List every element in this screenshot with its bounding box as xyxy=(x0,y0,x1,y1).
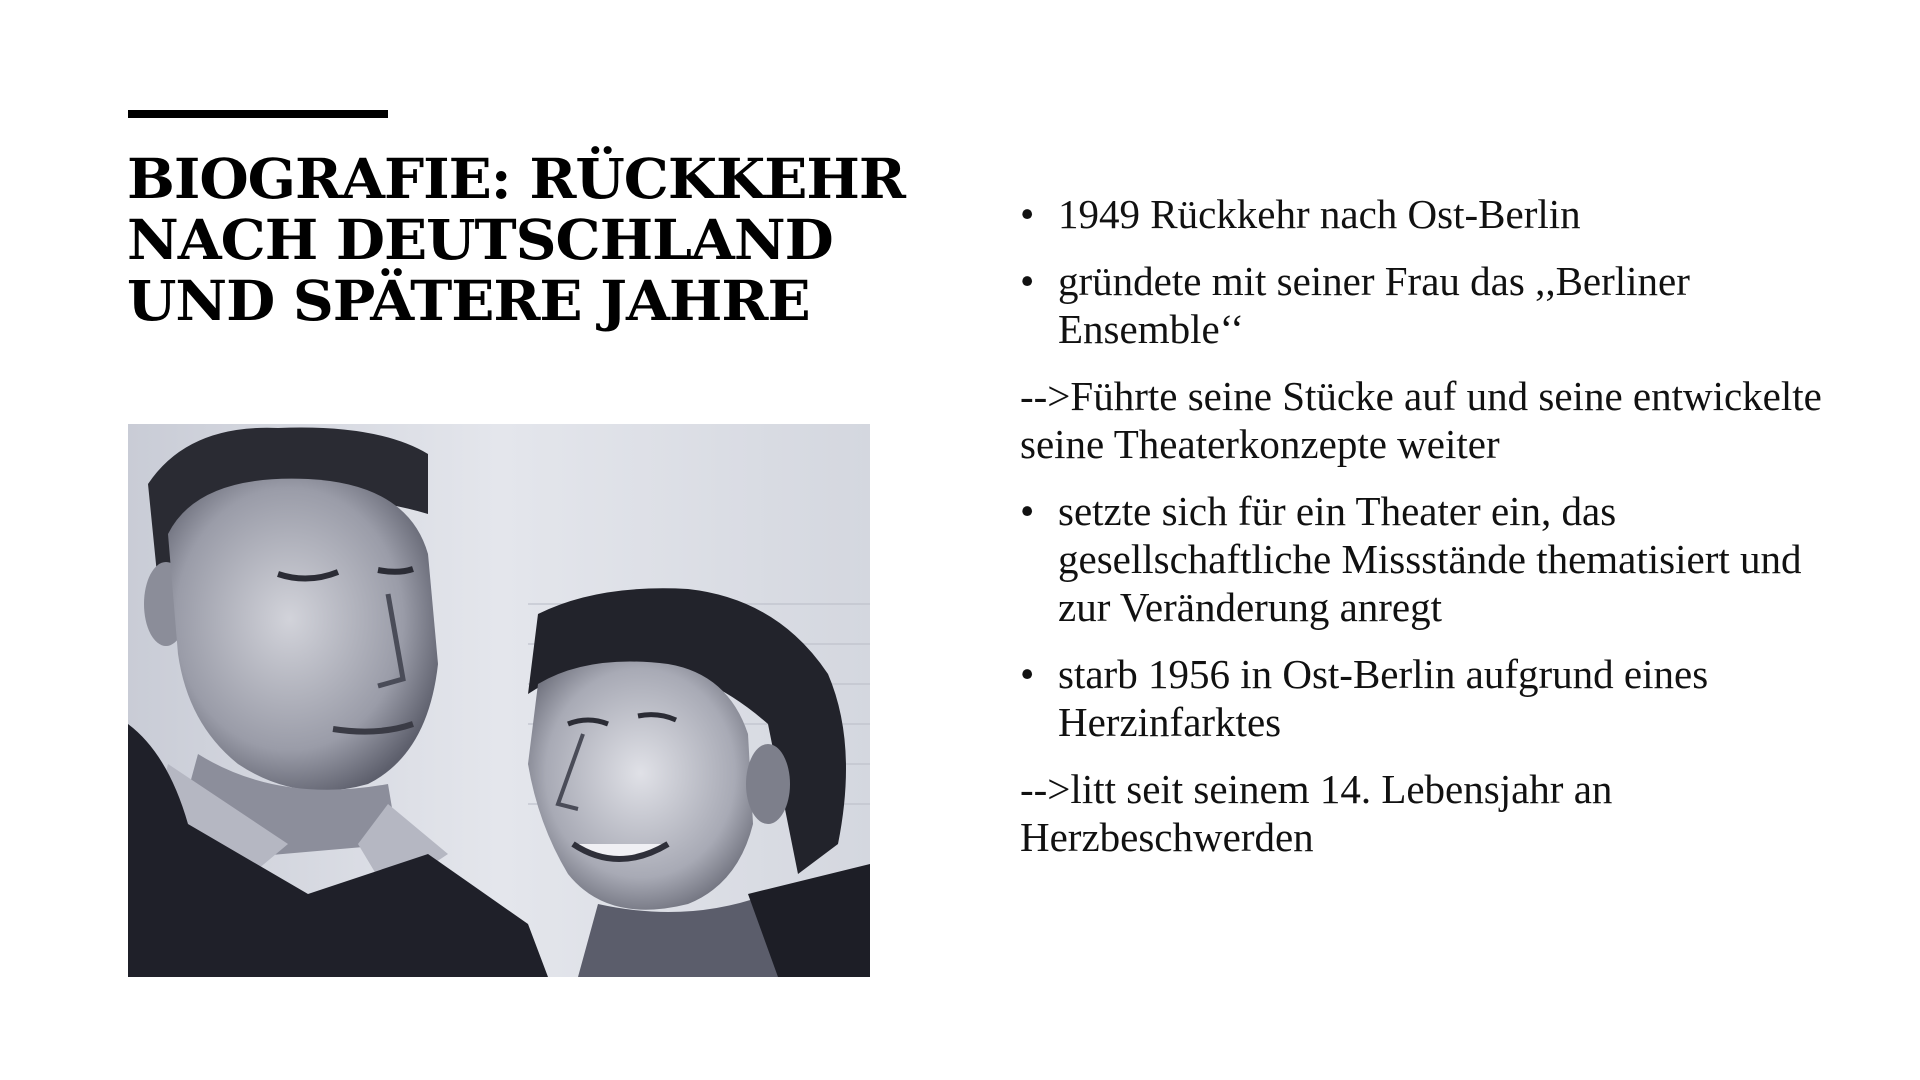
slide-title xyxy=(127,148,951,331)
title-rule xyxy=(128,110,388,118)
bullet-icon: • xyxy=(1020,191,1035,237)
title-line: NACH DEUTSCHLAND xyxy=(127,207,833,272)
list-item xyxy=(1020,190,1840,238)
arrow-note: -->litt seit seinem 14. Lebensjahr an Herzbeschwerden xyxy=(1020,766,1613,860)
list-item-text: gründete mit seiner Frau das ,,Berliner Ensemble‘‘ xyxy=(1058,258,1690,352)
title-line: UND SPÄTERE JAHRE xyxy=(127,268,810,333)
title-line: BIOGRAFIE: RÜCKKEHR xyxy=(127,146,905,211)
list-item xyxy=(1020,650,1840,746)
list-item xyxy=(1020,257,1840,353)
list-item-text: setzte sich für ein Theater ein, das gesellschaftliche Missstände thematisiert und zur Veränderung anregt xyxy=(1058,488,1802,630)
list-item xyxy=(1020,487,1840,631)
bullet-icon: • xyxy=(1020,651,1035,697)
list-item-text: starb 1956 in Ost-Berlin aufgrund eines Herzinfarktes xyxy=(1058,651,1709,745)
portrait-photo xyxy=(128,424,870,977)
bullet-icon: • xyxy=(1020,488,1035,534)
bullet-list xyxy=(1020,190,1840,880)
list-item-text: 1949 Rückkehr nach Ost-Berlin xyxy=(1058,191,1581,237)
arrow-note: -->Führte seine Stücke auf und seine entwickelte seine Theaterkonzepte weiter xyxy=(1020,373,1822,467)
bullet-icon: • xyxy=(1020,258,1035,304)
